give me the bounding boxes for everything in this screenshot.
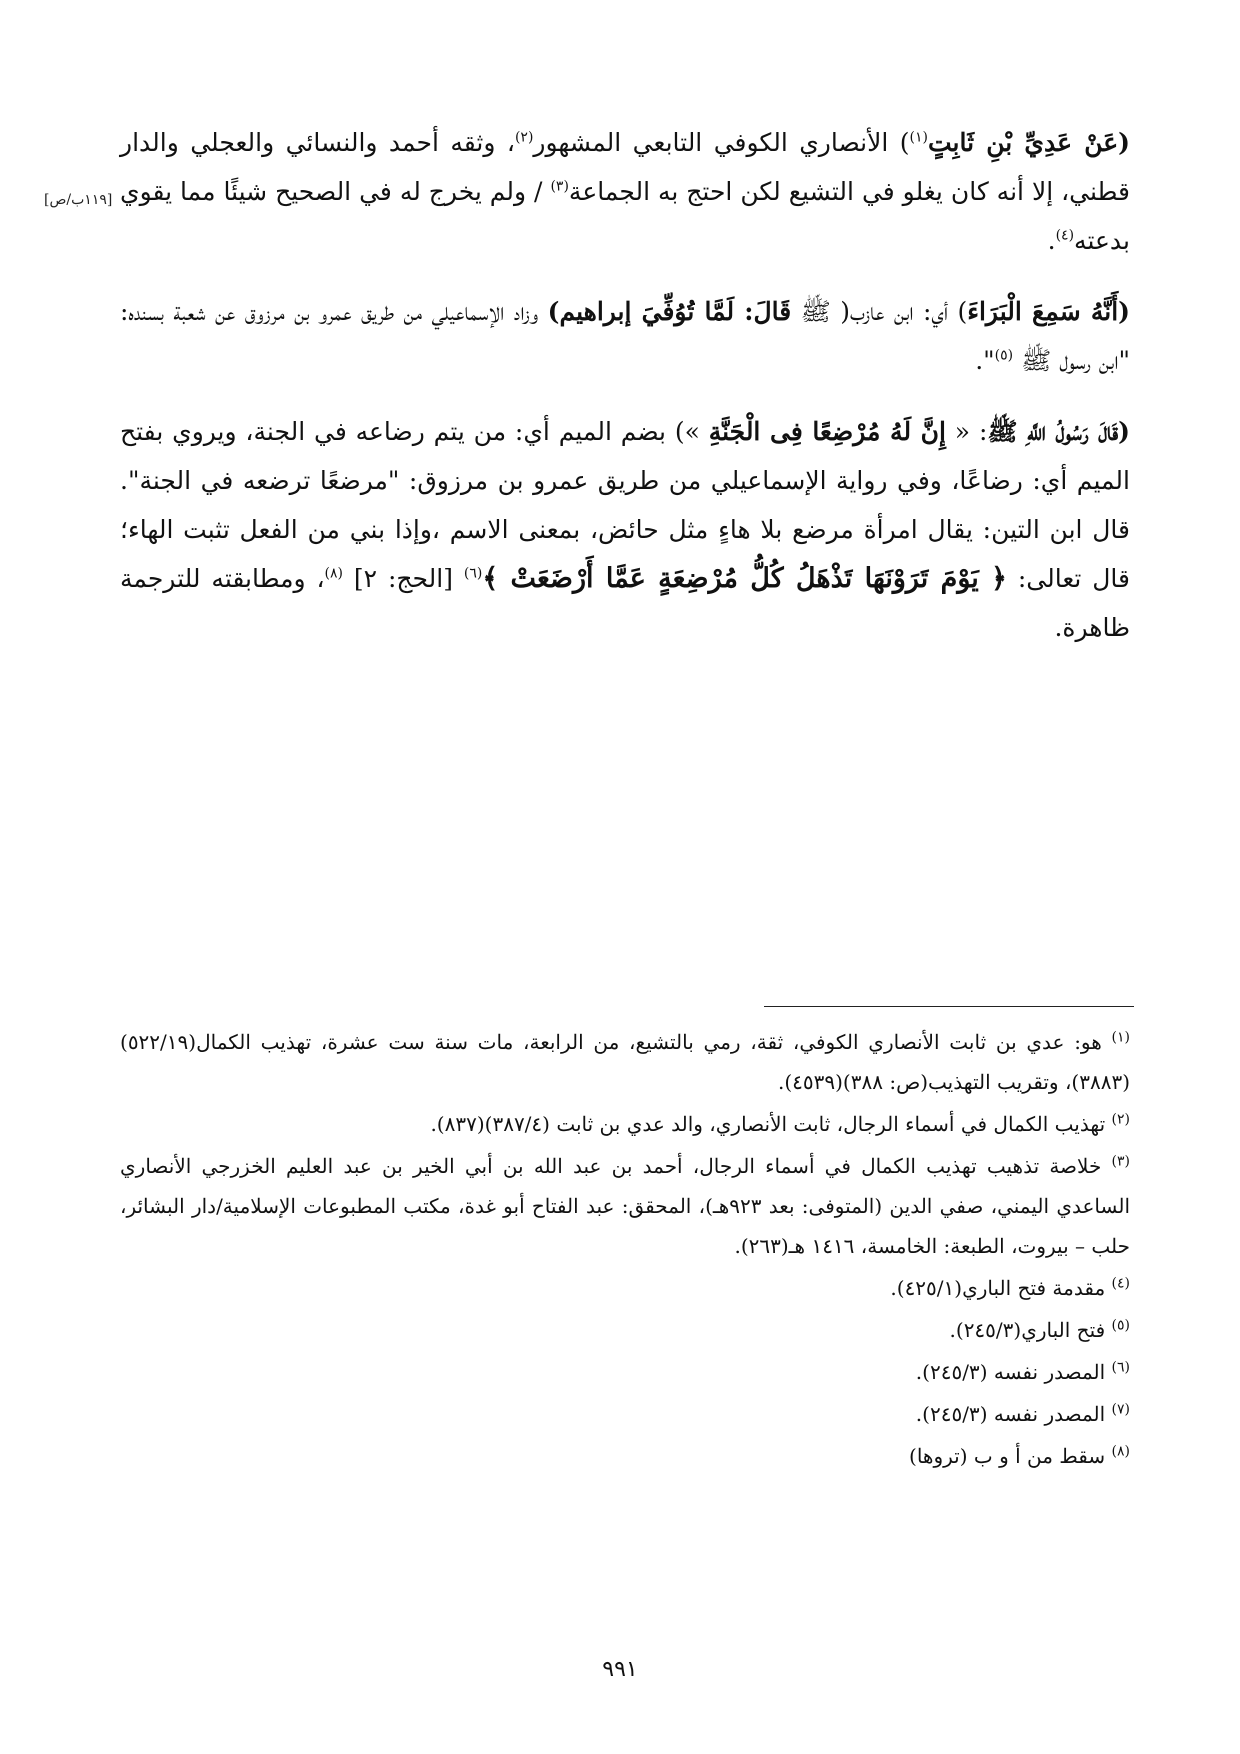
text-span: ، ومطابقته للترجمة ظاهرة. bbox=[120, 564, 1130, 642]
footnote-mark: (٨) bbox=[1111, 1443, 1130, 1460]
footnote-mark: (٤) bbox=[1111, 1275, 1130, 1292]
paragraph-1 bbox=[120, 118, 1130, 265]
footnote-item bbox=[120, 1022, 1130, 1102]
footnote-ref-4[interactable]: (٤) bbox=[1055, 227, 1075, 244]
text-span: . bbox=[1047, 226, 1056, 255]
text-span: ، وثقه أحمد والنسائي والعجلي والدار قطني، إلا أنه كان يغلو في التشيع لكن احتج به الجماعة bbox=[120, 128, 1131, 206]
page-number: ٩٩١ bbox=[602, 1657, 638, 1682]
footnote-mark: (٥) bbox=[1111, 1317, 1130, 1334]
quran-verse: ﴿ يَوْمَ تَرَوْنَهَا تَذْهَلُ كُلُّ مُرْضِعَةٍ عَمَّا أَرْضَعَتْ ﴾ bbox=[482, 563, 1007, 594]
footnote-ref-3[interactable]: (٣) bbox=[550, 178, 569, 195]
footnote-mark: (١) bbox=[1111, 1029, 1130, 1046]
paragraph-3 bbox=[120, 407, 1130, 652]
text-span: ») بضم الميم أي: من يتم رضاعه في الجنة، ويروي بفتح الميم أي: رضاعًا، وفي رواية الإسماعيلي من طريق عمرو بن مرزوق: "مرضعًا ترضعه في الجنة". قال ابن التين: يقال امرأة مرضع بلا هاءٍ مثل حائض، بمعنى الاسم ،وإذا بني من الفعل تثبت الهاء؛ قال تعالى: bbox=[120, 417, 1130, 593]
footnote-ref-8[interactable]: (٨) bbox=[324, 565, 343, 582]
footnote-text: مقدمة فتح الباري(٤٢٥/١). bbox=[890, 1276, 1112, 1300]
narrator-name: (عَنْ عَدِيِّ بْنِ ثَابِتٍ bbox=[927, 128, 1131, 157]
footnote-ref-2[interactable]: (٢) bbox=[514, 129, 534, 146]
footnote-mark: (٧) bbox=[1111, 1401, 1130, 1418]
footnote-mark: (٣) bbox=[1111, 1153, 1130, 1170]
footnote-mark: (٢) bbox=[1111, 1111, 1130, 1128]
hadith-phrase: (أَنَّهُ سَمِعَ الْبَرَاءَ bbox=[967, 297, 1130, 326]
footnote-text: فتح الباري(٢٤٥/٣). bbox=[949, 1318, 1112, 1342]
hadith-phrase: إِنَّ لَهُ مُرْضِعًا فِى الْجَنَّةِ bbox=[708, 417, 946, 446]
footnote-ref-6[interactable]: (٦) bbox=[463, 565, 483, 582]
text-span: / ولم يخرج له في الصحيح شيئًا مما يقوي بدعته bbox=[120, 177, 1130, 255]
footnote-item bbox=[120, 1436, 1130, 1476]
text-span: ) أي: ابن عازب( ﷺ bbox=[791, 297, 968, 326]
footnote-item bbox=[120, 1268, 1130, 1308]
footnote-item bbox=[120, 1104, 1130, 1144]
footnote-divider bbox=[764, 1006, 1134, 1007]
footnote-ref-1[interactable]: (١) bbox=[909, 129, 928, 146]
footnote-text: هو: عدي بن ثابت الأنصاري الكوفي، ثقة، رمي بالتشيع، من الرابعة، مات سنة ست عشرة، تهذيب الكمال(٥٢٢/١٩)(٣٨٨٣)، وتقريب التهذيب(ص: ٣٨٨)(٤٥٣٩). bbox=[120, 1030, 1130, 1094]
footnotes bbox=[120, 1022, 1130, 1478]
surah-reference: [الحج: ٢] bbox=[343, 564, 464, 593]
footnote-item bbox=[120, 1146, 1130, 1266]
footnote-item bbox=[120, 1352, 1130, 1392]
text-span: ) الأنصاري الكوفي التابعي المشهور bbox=[533, 128, 910, 157]
text-span: وزاد الإسماعيلي من طريق عمرو بن مرزوق عن شعبة بسنده: "ابن رسول ﷺ bbox=[120, 297, 1130, 375]
main-text bbox=[120, 118, 1130, 674]
footnote-mark: (٦) bbox=[1111, 1359, 1130, 1376]
manuscript-folio-note: [١١٩ب/ص] bbox=[44, 192, 113, 208]
footnote-item bbox=[120, 1394, 1130, 1434]
paragraph-2 bbox=[120, 287, 1130, 385]
footnote-item bbox=[120, 1310, 1130, 1350]
hadith-phrase: (قَالَ رَسُولُ اللَّهِ ﷺ bbox=[987, 417, 1130, 446]
hadith-phrase: قَالَ: لَمَّا تُوُفِّيَ إبراهيم) bbox=[547, 297, 792, 326]
footnote-text: تهذيب الكمال في أسماء الرجال، ثابت الأنصاري، والد عدي بن ثابت (٣٨٧/٤)(٨٣٧). bbox=[430, 1112, 1112, 1136]
text-span: : « bbox=[945, 417, 988, 446]
footnote-text: المصدر نفسه (٢٤٥/٣). bbox=[915, 1360, 1112, 1384]
footnote-text: المصدر نفسه (٢٤٥/٣). bbox=[915, 1402, 1112, 1426]
footnote-text: سقط من أ و ب (تروها) bbox=[909, 1444, 1112, 1468]
footnote-ref-5[interactable]: (٥) bbox=[994, 347, 1014, 364]
footnote-text: خلاصة تذهيب تهذيب الكمال في أسماء الرجال، أحمد بن عبد الله بن أبي الخير بن عبد العليم الخزرجي الأنصاري الساعدي اليمني، صفي الدين (المتوفى: بعد ٩٢٣هـ)، المحقق: عبد الفتاح أبو غدة، مكتب المطبوعات الإسلامية/دار البشائر، حلب – بيروت، الطبعة: الخامسة، ١٤١٦ هـ(٢٦٣). bbox=[120, 1154, 1130, 1258]
text-span: ". bbox=[975, 346, 995, 375]
